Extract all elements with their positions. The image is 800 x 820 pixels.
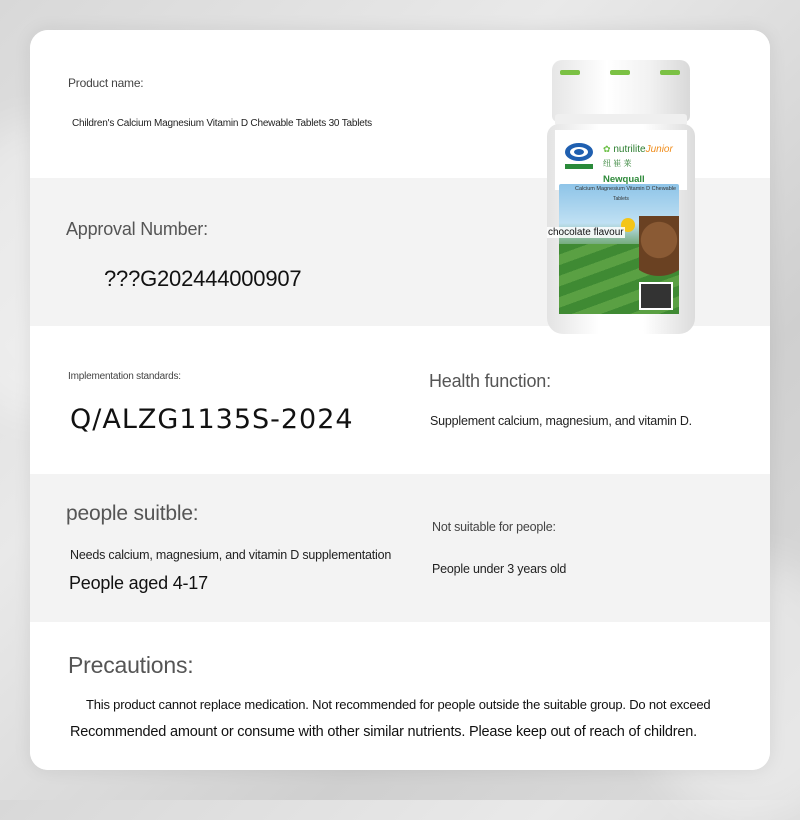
not-suitable-value: People under 3 years old: [432, 562, 567, 576]
band-precautions: [30, 622, 770, 770]
health-function-label: Health function:: [429, 371, 551, 391]
product-name-value: Children's Calcium Magnesium Vitamin D Chewable Tablets 30 Tablets: [72, 118, 372, 129]
bottle-product-sub: Calcium Magnesium Vitamin D Chewable: [575, 186, 677, 192]
brand-suffix: Junior: [645, 144, 673, 155]
band-standards: [30, 326, 770, 474]
precautions-line2: Recommended amount or consume with other similar nutrients. Please keep out of reach of children.: [70, 724, 697, 740]
brand-name: [603, 144, 673, 155]
bottle-product-sub2: Tablets: [613, 196, 629, 202]
qr-code-icon: [639, 282, 673, 310]
health-food-badge-icon: [561, 140, 597, 172]
bottle-product-name: Newquall: [603, 174, 645, 185]
precautions-line1: This product cannot replace medication. Not recommended for people outside the suitable group. Do not exceed: [86, 697, 711, 712]
suitable-line1: Needs calcium, magnesium, and vitamin D supplementation: [70, 548, 392, 562]
suitable-label: people suitble:: [66, 502, 199, 525]
standards-value: Q/ALZG1135S-2024: [70, 404, 354, 435]
suitable-line2: People aged 4-17: [69, 573, 208, 593]
standards-label: Implementation standards:: [68, 371, 181, 382]
info-card: [30, 30, 770, 770]
brand-chinese: 纽 崔 莱: [603, 159, 632, 168]
not-suitable-label: Not suitable for people:: [432, 520, 556, 534]
product-name-label: Product name:: [68, 76, 144, 90]
precautions-label: Precautions:: [68, 652, 194, 678]
brand-text: nutrilite: [613, 144, 646, 155]
approval-label: Approval Number:: [66, 219, 208, 239]
leaf-icon: ✿: [603, 144, 611, 154]
bottle-cap: [552, 60, 690, 122]
approval-value: ???G202444000907: [104, 266, 302, 291]
product-bottle-image: [547, 54, 697, 336]
health-function-value: Supplement calcium, magnesium, and vitamin D.: [430, 414, 692, 428]
flavour-label: chocolate flavour: [548, 227, 624, 238]
